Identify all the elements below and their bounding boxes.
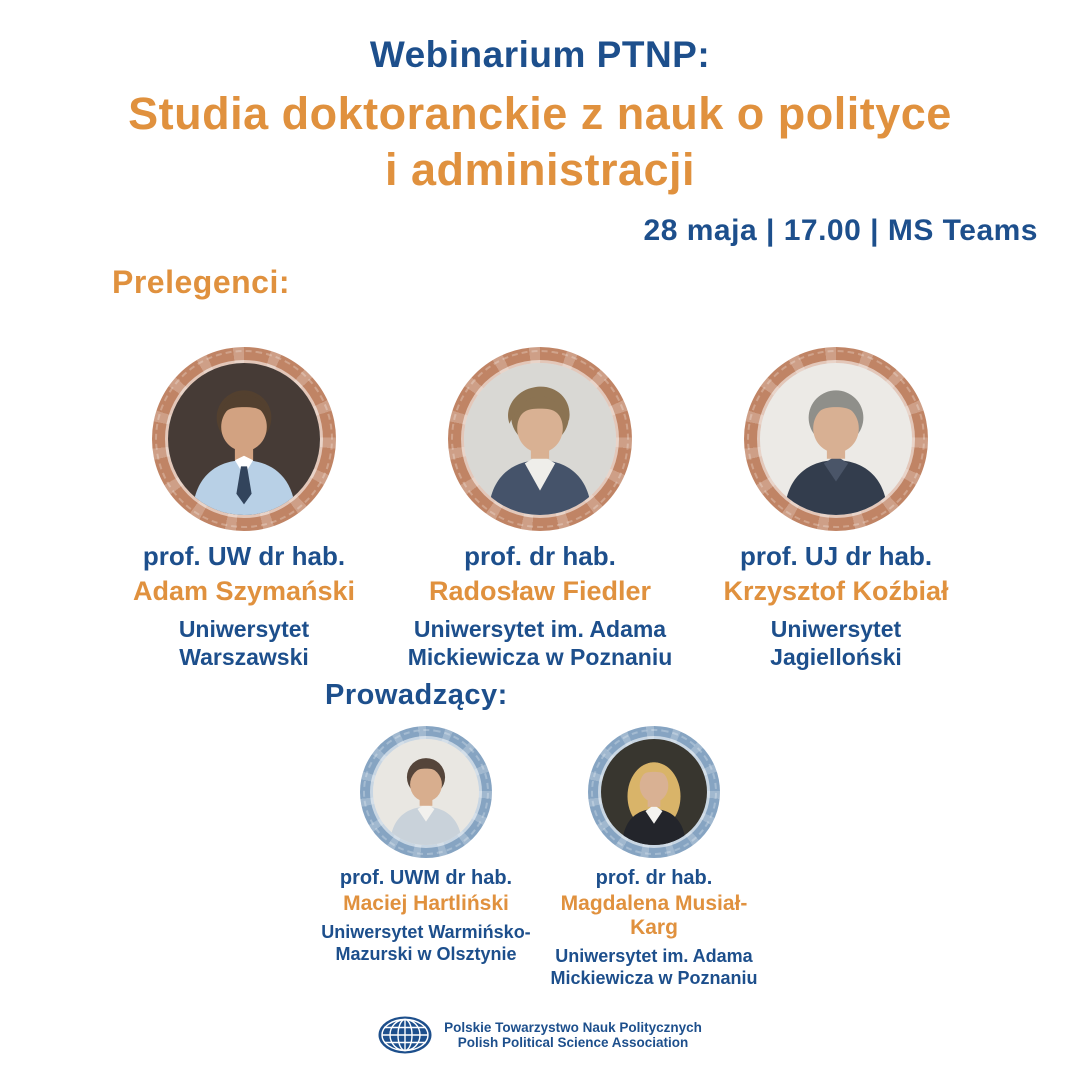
host-degree: prof. dr hab. — [595, 867, 713, 889]
globe-icon — [378, 1016, 432, 1054]
speaker-name: Krzysztof Koźbiał — [723, 576, 949, 606]
brush-ring — [360, 726, 492, 858]
speaker-card — [693, 347, 979, 671]
organization-footer — [0, 1016, 1080, 1054]
host-affiliation: Uniwersytet im. Adama Mickiewicza w Poznaniu — [550, 946, 758, 988]
speaker-name: Adam Szymański — [132, 576, 356, 606]
speakers-heading: Prelegenci: — [112, 264, 291, 300]
avatar-male-icon — [464, 363, 616, 515]
speaker-photo — [168, 363, 320, 515]
brush-ring — [152, 347, 336, 531]
speaker-photo — [760, 363, 912, 515]
speaker-degree: prof. UJ dr hab. — [739, 541, 933, 571]
organization-name-pl: Polskie Towarzystwo Nauk Politycznych — [444, 1020, 702, 1035]
organization-name — [444, 1020, 702, 1050]
speaker-affiliation: Uniwersytet im. Adama Mickiewicza w Poznaniu — [407, 616, 673, 670]
host-photo — [601, 739, 707, 845]
poster-title — [0, 86, 1080, 198]
speaker-photo — [464, 363, 616, 515]
speaker-card — [101, 347, 387, 671]
brush-ring — [588, 726, 720, 858]
poster-title-line1: Studia doktoranckie z nauk o polityce — [128, 88, 952, 139]
host-degree: prof. UWM dr hab. — [339, 867, 513, 889]
avatar-male-tie-icon — [168, 363, 320, 515]
poster-title-line2: i administracji — [384, 144, 696, 195]
speaker-name: Radosław Fiedler — [428, 576, 652, 606]
host-photo — [373, 739, 479, 845]
avatar-female-icon — [601, 739, 707, 845]
brush-ring — [744, 347, 928, 531]
host-name: Maciej Hartliński — [343, 892, 509, 915]
avatar-male-icon — [760, 363, 912, 515]
organization-name-en: Polish Political Science Association — [457, 1035, 689, 1050]
speaker-degree: prof. UW dr hab. — [142, 541, 346, 571]
avatar-male-icon — [373, 739, 479, 845]
brush-ring — [448, 347, 632, 531]
poster-kicker: Webinarium PTNP: — [369, 34, 711, 75]
event-date-time: 28 maja | 17.00 | MS Teams — [643, 214, 1038, 247]
host-name: Magdalena Musiał-Karg — [560, 892, 748, 939]
speaker-card — [397, 347, 683, 671]
host-affiliation: Uniwersytet Warmińsko- Mazurski w Olsztynie — [321, 922, 531, 964]
speaker-affiliation: Uniwersytet Jagielloński — [770, 616, 902, 670]
hosts-heading: Prowadzący: — [325, 679, 508, 711]
speaker-degree: prof. dr hab. — [464, 541, 616, 571]
speakers-row — [0, 347, 1080, 671]
host-card — [543, 726, 765, 989]
host-card — [315, 726, 537, 989]
speaker-affiliation: Uniwersytet Warszawski — [178, 616, 310, 670]
hosts-row — [0, 726, 1080, 989]
